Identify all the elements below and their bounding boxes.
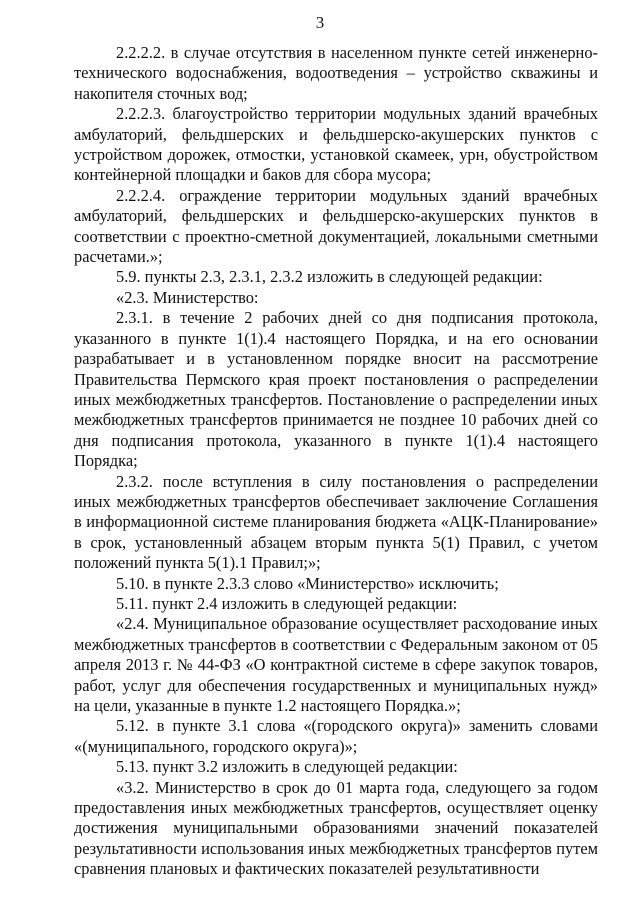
paragraph-2-3-2: 2.3.2. после вступления в силу постановления о распределении иных межбюджетных трансфертов обеспечивает заключение Соглашения в информационной системе планирования бюджета «АЦК-Планирование» в срок, установленный абзацем вторым пункта 5(1) Правил, с учетом положений пункта 5(1).1 Правил;»; [74, 471, 598, 573]
document-body [74, 43, 598, 880]
paragraph-2-2-2-2: 2.2.2.2. в случае отсутствия в населенном пункте сетей инженерно-технического водоснабжения, водоотведения – устройство скважины и накопителя сточных вод; [74, 43, 598, 103]
paragraph-5-12: 5.12. в пункте 3.1 слова «(городского округа)» заменить словами «(муниципального, городского округа)»; [74, 716, 598, 756]
paragraph-3-2: «3.2. Министерство в срок до 01 марта года, следующего за годом предоставления иных межбюджетных трансфертов, осуществляет оценку достижения муниципальными образованиями значений показателей результативности использования иных межбюджетных трансфертов путем сравнения плановых и фактических показателей результативности [74, 777, 598, 879]
paragraph-5-9: 5.9. пункты 2.3, 2.3.1, 2.3.2 изложить в следующей редакции: [116, 267, 543, 287]
paragraph-2-3: «2.3. Министерство: [116, 287, 259, 307]
paragraph-2-3-1: 2.3.1. в течение 2 рабочих дней со дня подписания протокола, указанного в пункте 1(1).4 настоящего Порядка, и на его основании разрабатывает и в установленном порядке вносит на рассмотрение Правительства Пермского края проект постановления о распределении иных межбюджетных трансфертов. Постановление о распределении иных межбюджетных трансфертов принимается не позднее 10 рабочих дней со дня подписания протокола, указанного в пункте 1(1).4 настоящего Порядка; [74, 308, 598, 471]
paragraph-5-11: 5.11. пункт 2.4 изложить в следующей редакции: [116, 593, 458, 613]
paragraph-2-2-2-4: 2.2.2.4. ограждение территории модульных зданий врачебных амбулаторий, фельдшерских и фельдшерско-акушерских пунктов в соответствии с проектно-сметной документацией, локальными сметными расчетами.»; [74, 185, 598, 267]
paragraph-2-4: «2.4. Муниципальное образование осуществляет расходование иных межбюджетных трансфертов в соответствии с Федеральным законом от 05 апреля 2013 г. № 44-ФЗ «О контрактной системе в сфере закупок товаров, работ, услуг для обеспечения государственных и муниципальных нужд» на цели, указанные в пункте 1.2 настоящего Порядка.»; [74, 614, 598, 715]
paragraph-5-13: 5.13. пункт 3.2 изложить в следующей редакции: [116, 757, 458, 777]
page-number: 3 [315, 13, 325, 32]
paragraph-5-10: 5.10. в пункте 2.3.3 слово «Министерство» исключить; [116, 573, 499, 593]
paragraph-2-2-2-3: 2.2.2.3. благоустройство территории модульных зданий врачебных амбулаторий, фельдшерских и фельдшерско-акушерских пунктов с устройством дорожек, отмостки, установкой скамеек, урн, обустройством контейнерной площадки и баков для сбора мусора; [74, 104, 598, 185]
